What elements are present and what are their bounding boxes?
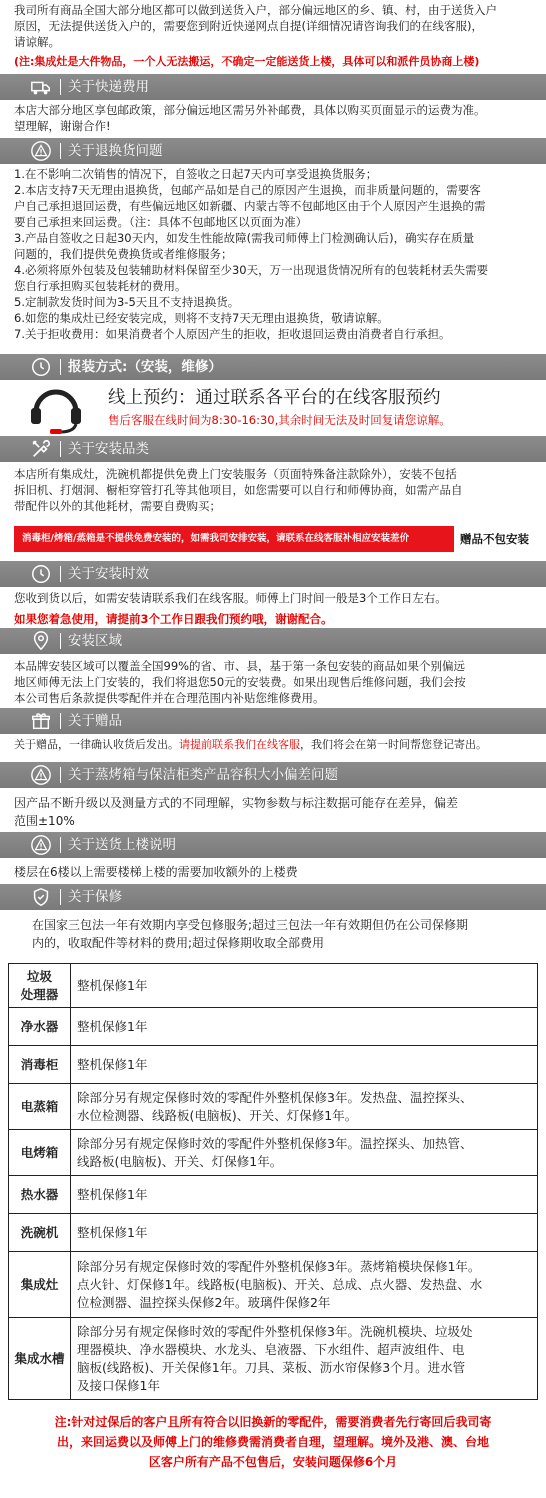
- clock-icon: [30, 356, 52, 378]
- timing-text: [0, 590, 546, 627]
- section-header-returns: [0, 138, 546, 164]
- divider: [60, 143, 61, 159]
- warranty-terms-cell: [71, 1008, 538, 1046]
- section-title: 关于送货上楼说明: [68, 837, 176, 853]
- warning-icon: [30, 834, 52, 856]
- warranty-terms-cell: [71, 964, 538, 1008]
- table-row: [9, 1214, 538, 1252]
- text-line: 户自己承担退回运费，有些偏远地区如新疆、内蒙古等不包邮地区由于个人原因产生退换的需: [14, 199, 486, 213]
- table-row: [9, 1176, 538, 1214]
- text-line: 望理解，谢谢合作!: [14, 119, 111, 133]
- table-row: [9, 1084, 538, 1130]
- section-header-service: [0, 354, 546, 380]
- install-notice-banner: 消毒柜/烤箱/蒸箱是不提供免费安装的，如需我司安排安装，请联系在线客服补相应安装差价: [14, 526, 454, 552]
- text-line: 您收到货以后，如需安装请联系我们在线客服。师傅上门时间一般是3个工作日左右。: [14, 591, 447, 605]
- warranty-terms: 脑板(线路板)、开关保修1年。刀具、菜板、沥水帘保修3个月。进水管: [77, 1359, 466, 1375]
- warranty-terms: 位检测器、温控探头保修2年。玻璃件保修2年: [77, 1294, 331, 1310]
- service-hours: 售后客服在线时间为8:30-16:30,其余时间无法及时回复请您谅解。: [108, 413, 451, 427]
- divider: [60, 633, 61, 649]
- warranty-terms: 整机保修1年: [77, 1224, 148, 1240]
- truck-icon: [30, 76, 52, 98]
- warranty-terms: 除部分另有规定保修时效的零配件外整机保修3年。洗碗机模块、垃圾处: [77, 1323, 473, 1339]
- section-header-timing: [0, 561, 546, 587]
- text-line: 拆旧机、打烟洞、橱柜穿管打孔等其他项目，如您需要可以自行和师傅协商，如需产品自: [14, 483, 463, 497]
- section-title: 关于退换货问题: [68, 143, 163, 159]
- product-name: 集成水槽: [14, 1350, 65, 1366]
- product-name-cell: [9, 964, 71, 1008]
- gift-text: [0, 737, 546, 753]
- gift-contact-link: 请提前联系我们在线客服: [179, 738, 300, 751]
- section-header-area: [0, 628, 546, 654]
- warranty-terms-cell: [71, 1252, 538, 1318]
- warranty-terms-cell: [71, 1084, 538, 1130]
- text-line: 因产品不断升级以及测量方式的不同理解，实物参数与标注数据可能存在差异，偏差: [14, 796, 459, 810]
- section-title: 关于保修: [68, 889, 122, 905]
- intro-text: [0, 2, 546, 70]
- text-line: 要自己承担来回运费。（注：具体不包邮地区以页面为准）: [14, 215, 308, 229]
- warranty-terms: 整机保修1年: [77, 1018, 148, 1034]
- warranty-text: [32, 916, 532, 952]
- area-text: [0, 658, 546, 706]
- warranty-terms-cell: [71, 1318, 538, 1400]
- footer-line: 注:针对过保后的客户且所有符合以旧换新的零配件，需要消费者先行寄回后我司寄: [54, 1415, 492, 1429]
- divider: [60, 713, 61, 729]
- text-line: 7.关于拒收费用：如果消费者个人原因产生的拒收，拒收退回运费由消费者自行承担。: [14, 327, 451, 341]
- footer-line: 区客户所有产品不包售后，安装问题保修6个月: [148, 1455, 398, 1469]
- text-line: 6.如您的集成灶已经安装完成，则将不支持7天无理由退换货，敬请谅解。: [14, 311, 389, 325]
- section-title: 关于蒸烤箱与保洁柜类产品容积大小偏差问题: [68, 767, 338, 783]
- warranty-terms: 水位检测器、线路板(电脑板)、开关、灯保修1年。: [77, 1107, 358, 1123]
- text-line: 内的，收取配件等材料的费用;超过保修期收取全部费用: [32, 936, 325, 950]
- returns-text: [0, 166, 546, 342]
- warranty-terms: 点火针、灯保修1年。线路板(电脑板)、开关、总成、点火器、发热盘、水: [77, 1276, 483, 1292]
- product-name: 净水器: [20, 1018, 59, 1034]
- warranty-terms-cell: [71, 1046, 538, 1084]
- warranty-terms-cell: [71, 1214, 538, 1252]
- gift-text-pre: 关于赠品，一律确认收货后发出。: [14, 738, 179, 751]
- section-header-gift: [0, 708, 546, 734]
- warranty-terms: 整机保修1年: [77, 1186, 148, 1202]
- shield-icon: [30, 886, 52, 908]
- wrench-icon: [30, 438, 52, 460]
- product-name-cell: [9, 1008, 71, 1046]
- section-title: 关于赠品: [68, 713, 122, 729]
- table-row: [9, 1252, 538, 1318]
- product-name: 热水器: [20, 1186, 59, 1202]
- divider: [60, 79, 61, 95]
- service-headline: 线上预约：通过联系各平台的在线客服预约: [108, 388, 441, 408]
- section-title: 关于安装品类: [68, 441, 149, 457]
- warranty-terms: 及接口保修1年: [77, 1377, 160, 1393]
- table-row: [9, 1046, 538, 1084]
- intro-line: 原因，无法提供送货入户的，需要您到附近快递网点自提(详细情况请咨询我们的在线客服)，: [14, 19, 483, 33]
- text-line: 您自行承担购买包装耗材的费用。: [14, 279, 187, 293]
- text-line: 3.产品自签收之日起30天内，如发生性能故障(需我司师傅上门检测确认后)，确实存在质量: [14, 231, 475, 245]
- product-name-cell: [9, 1084, 71, 1130]
- footer-line: 出，来回运费以及师傅上门的维修费需消费者自理，望理解。境外及港、澳、台地: [56, 1435, 489, 1449]
- table-row: [9, 1008, 538, 1046]
- timing-note: 如果您着急使用，请提前3个工作日跟我们预约哦，谢谢配合。: [14, 612, 333, 626]
- warranty-terms: 线路板(电脑板)、开关、灯保修1年。: [77, 1153, 283, 1169]
- section-header-install: [0, 436, 546, 462]
- product-name-cell: [9, 1176, 71, 1214]
- warning-icon: [30, 764, 52, 786]
- warranty-terms: 除部分另有规定保修时效的零配件外整机保修3年。温控探头、加热管、: [77, 1135, 473, 1151]
- product-name: 电蒸箱: [20, 1098, 59, 1114]
- section-title: 报装方式:（安装，维修）: [68, 359, 222, 375]
- warranty-terms: 除部分另有规定保修时效的零配件外整机保修3年。发热盘、温控探头、: [77, 1089, 473, 1105]
- product-name: 洗碗机: [20, 1224, 59, 1240]
- gift-no-install-label: 赠品不包安装: [460, 532, 529, 546]
- footer-note: [0, 1412, 546, 1472]
- text-line: 带配件以外的其他耗材，需要自费购买；: [14, 499, 221, 513]
- text-line: 本店所有集成灶，洗碗机都提供免费上门安装服务（页面特殊备注款除外），安装不包括: [14, 467, 457, 481]
- intro-line: 请谅解。: [14, 35, 60, 49]
- section-title: 安装区域: [68, 633, 122, 649]
- section-header-delivery: [0, 832, 546, 858]
- warranty-table: [8, 963, 538, 1400]
- text-line: 范围±10%: [14, 814, 75, 828]
- product-name-cell: [9, 1130, 71, 1176]
- table-row: [9, 1130, 538, 1176]
- text-line: 地区师傅无法上门安装的，我们将退您50元的安装费。如果出现售后维修问题，我们会按: [14, 675, 466, 689]
- product-name-cell: [9, 1214, 71, 1252]
- capacity-text: [0, 794, 546, 830]
- text-line: 2.本店支持7天无理由退换货，包邮产品如是自己的原因产生退换，而非质量问题的，需要客: [14, 183, 481, 197]
- product-name: 集成灶: [20, 1276, 59, 1292]
- divider: [60, 767, 61, 783]
- text-line: 4.必须将原外包装及包装辅助材料保留至少30天，万一出现退货情况所有的包装耗材丢失需要: [14, 263, 489, 277]
- product-name: 电烤箱: [20, 1144, 59, 1160]
- table-row: [9, 964, 538, 1008]
- warranty-terms: 整机保修1年: [77, 1056, 148, 1072]
- divider: [60, 889, 61, 905]
- divider: [60, 359, 61, 375]
- warranty-terms-cell: [71, 1130, 538, 1176]
- table-row: [9, 1318, 538, 1400]
- text-line: 5.定制款发货时间为3-5天且不支持退换货。: [14, 295, 240, 309]
- product-name: 消毒柜: [20, 1056, 59, 1072]
- section-title: 关于安装时效: [68, 566, 149, 582]
- warning-icon: [30, 140, 52, 162]
- warranty-terms: 除部分另有规定保修时效的零配件外整机保修3年。蒸烤箱模块保修1年。: [77, 1258, 481, 1274]
- warranty-terms-cell: [71, 1176, 538, 1214]
- section-header-warranty: [0, 884, 546, 910]
- clock-icon: [30, 563, 52, 585]
- text-line: 本店大部分地区享包邮政策，部分偏远地区需另外补邮费，具体以购买页面显示的运费为准。: [14, 103, 486, 117]
- divider: [60, 566, 61, 582]
- divider: [60, 837, 61, 853]
- section-header-capacity: [0, 762, 546, 788]
- product-name-cell: [9, 1318, 71, 1400]
- section-title: 关于快递费用: [68, 79, 149, 95]
- section-header-shipping: [0, 74, 546, 100]
- warranty-terms: 理器模块、净水器模块、水龙头、皂液器、下水组件、超声波组件、电: [77, 1341, 465, 1357]
- headset-icon: [28, 384, 84, 434]
- product-name: 处理器: [20, 986, 59, 1002]
- location-icon: [30, 630, 52, 652]
- text-line: 本品牌安装区域可以覆盖全国99%的省、市、县，基于第一条包安装的商品如果个别偏远: [14, 659, 466, 673]
- intro-note: (注:集成灶是大件物品，一个人无法搬运，不确定一定能送货上楼，具体可以和派件员协商上楼): [14, 55, 480, 68]
- text-line: 本公司售后条款提供零配件并在合理范围内补贴您维修费用。: [14, 691, 325, 705]
- product-name: 垃圾: [26, 968, 52, 984]
- text-line: 在国家三包法一年有效期内享受包修服务;超过三包法一年有效期但仍在公司保修期: [32, 918, 469, 932]
- delivery-text: 楼层在6楼以上需要楼梯上楼的需要加收额外的上楼费: [14, 865, 298, 879]
- text-line: 问题的，我们提供免费换货或者维修服务；: [14, 247, 233, 261]
- intro-line: 我司所有商品全国大部分地区都可以做到送货入户，部分偏远地区的乡、镇、村，由于送货入户: [14, 3, 497, 17]
- product-name-cell: [9, 1252, 71, 1318]
- divider: [60, 441, 61, 457]
- gift-text-post: ，我们将会在第一时间帮您登记寄出。: [300, 738, 487, 751]
- shipping-text: [0, 102, 546, 134]
- gift-icon: [30, 710, 52, 732]
- text-line: 1.在不影响二次销售的情况下，自签收之日起7天内可享受退换货服务；: [14, 167, 378, 181]
- warranty-terms: 整机保修1年: [77, 977, 148, 993]
- product-name-cell: [9, 1046, 71, 1084]
- install-text: [0, 466, 546, 514]
